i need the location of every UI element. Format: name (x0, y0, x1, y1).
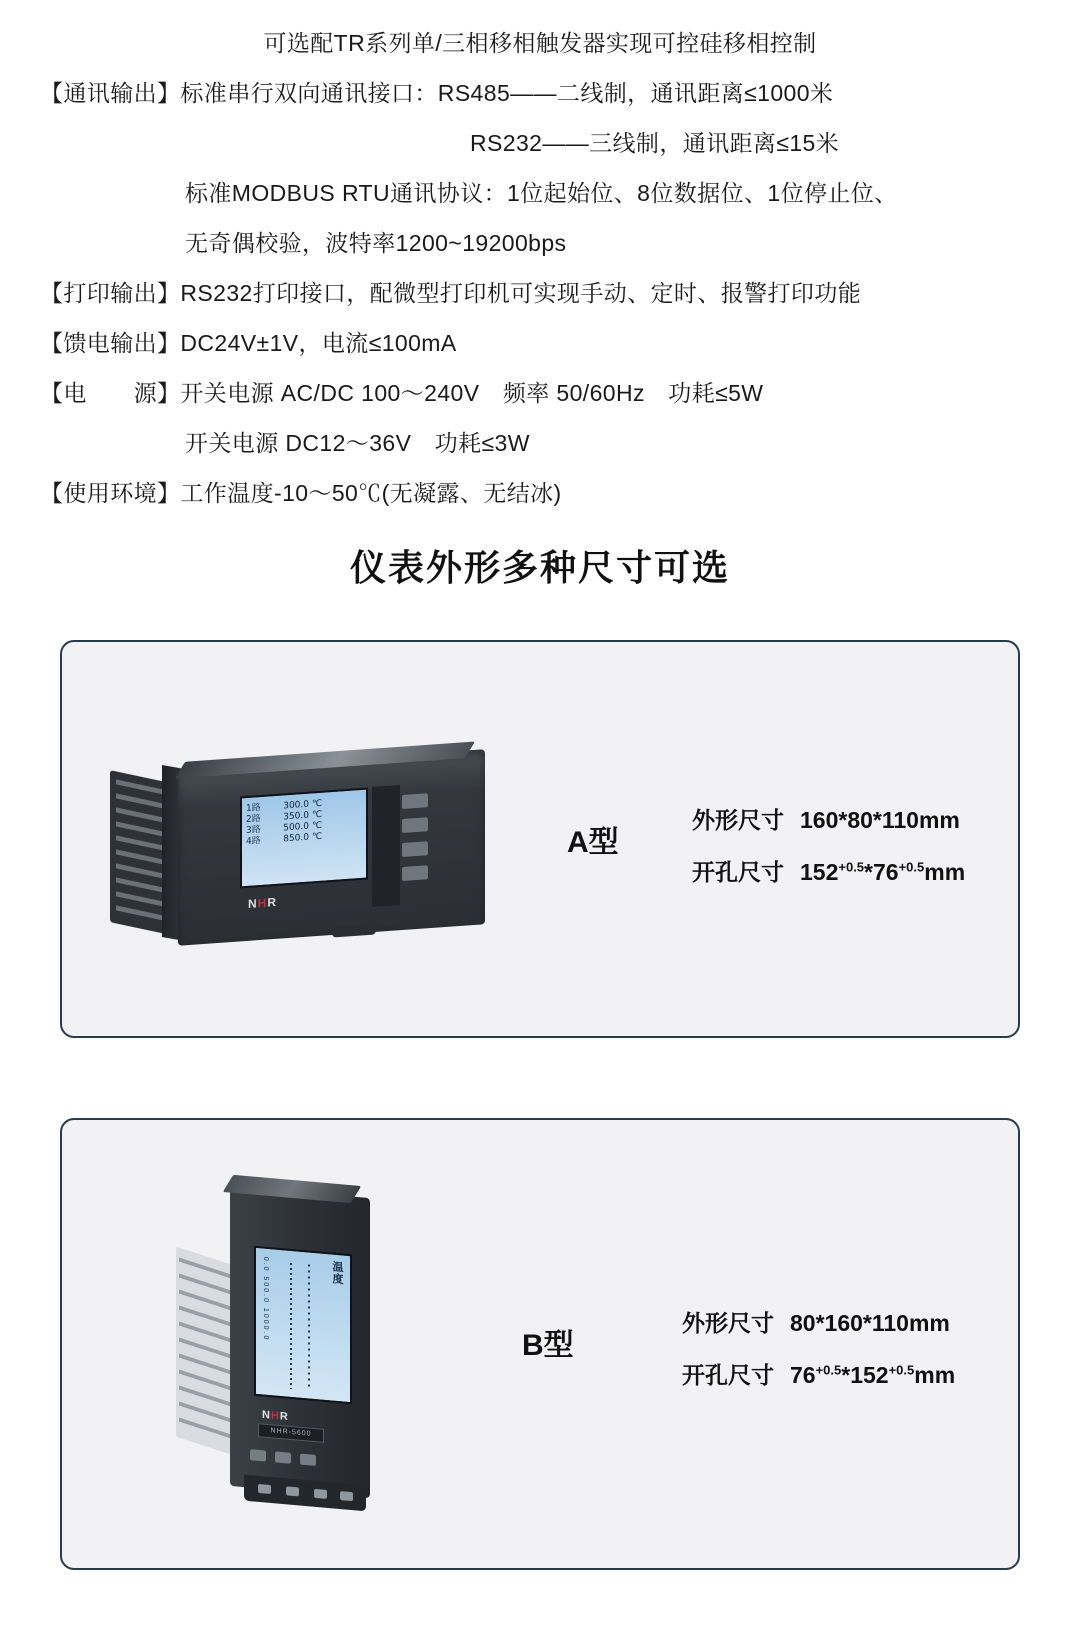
display-channel: 1路 (246, 803, 261, 815)
brand-letter-h: H (257, 895, 268, 911)
display-value: 350.0 (283, 810, 309, 823)
device-a-button-column (402, 793, 432, 903)
device-illustration-b (158, 1178, 458, 1518)
device-b-brand-logo (262, 1409, 289, 1423)
specification-block (0, 0, 1080, 518)
model-type-label-b: B型 (522, 1329, 574, 1362)
dimension-separator-a: * (864, 859, 873, 885)
spec-text-environment: 工作温度-10～50℃(无凝露、无结冰) (180, 480, 562, 506)
dimension-key-outline-b: 外形尺寸 (682, 1310, 774, 1336)
dimension-unit-b: mm (914, 1362, 956, 1388)
device-a-button (402, 841, 428, 857)
device-a-brand-logo (248, 895, 277, 911)
dimension-value-outline-b: 80*160*110mm (790, 1310, 950, 1336)
spec-line-feed (40, 318, 1040, 368)
model-dimension-line-a-1 (692, 802, 960, 835)
device-a-button (402, 817, 428, 833)
device-b-button (275, 1451, 291, 1463)
device-b-display-trace-1 (290, 1263, 292, 1389)
dimension-cutout-b-second: 152 (850, 1362, 889, 1388)
spec-label-print: 【打印输出】 (40, 280, 181, 306)
dimension-unit-a: mm (924, 859, 966, 885)
spec-line-modbus-2 (40, 218, 1040, 268)
spec-label-environment: 【使用环境】 (40, 480, 181, 506)
brand-letter-n: N (248, 896, 258, 912)
display-unit: ℃ (312, 809, 323, 821)
dimension-separator-b: * (841, 1362, 851, 1388)
model-dimension-line-a-2 (692, 854, 965, 887)
device-a-display (240, 788, 368, 889)
spec-text-feed: DC24V±1V，电流≤100mA (180, 330, 457, 356)
spec-text-modbus-2: 无奇偶校验，波特率1200~19200bps (185, 230, 567, 256)
device-b-base-key (314, 1489, 327, 1499)
spec-line-comm-1 (40, 68, 1040, 118)
model-dimension-line-b-2 (682, 1357, 955, 1390)
spec-text-power-1: 开关电源 AC/DC 100～240V 频率 50/60Hz 功耗≤5W (180, 380, 764, 406)
dimension-value-outline-a: 160*80*110mm (800, 807, 960, 833)
device-b-display-title: 温度 (331, 1260, 343, 1286)
device-b-terminal-rail (176, 1247, 234, 1456)
display-unit: ℃ (312, 820, 323, 832)
device-a-button (402, 865, 428, 881)
spec-label-comm: 【通讯输出】 (40, 80, 181, 106)
device-b-button (250, 1449, 266, 1461)
spec-line-comm-2 (40, 118, 1040, 168)
device-a-dark-panel (372, 785, 400, 907)
display-unit: ℃ (312, 831, 323, 843)
device-b-model-tag: NHR-5600 (258, 1423, 324, 1443)
dimension-key-cutout-a: 开孔尺寸 (692, 859, 784, 885)
spec-line-modbus-1 (40, 168, 1040, 218)
brand-letter-h: H (270, 1409, 280, 1423)
device-b-base-key (258, 1484, 271, 1494)
dimension-tolerance-a-first: +0.5 (838, 859, 865, 875)
spec-text-modbus-1: 标准MODBUS RTU通讯协议：1位起始位、8位数据位、1位停止位、 (185, 180, 898, 206)
display-value: 500.0 (283, 821, 309, 834)
device-a-button (402, 793, 428, 809)
display-value: 850.0 (283, 832, 309, 845)
device-b-display-axis: 0.0 500.0 1000.0 (262, 1256, 269, 1342)
model-dimension-line-b-1 (682, 1305, 950, 1338)
dimension-cutout-b-first: 76 (790, 1362, 816, 1388)
brand-letter-r: R (279, 1410, 289, 1424)
display-unit: ℃ (312, 798, 323, 810)
spec-line-environment (40, 468, 1040, 518)
device-b-button (300, 1454, 316, 1466)
device-b-display-trace-2 (308, 1264, 310, 1390)
section-title: 仪表外形多种尺寸可选 (349, 547, 730, 588)
spec-label-power: 【电 源】 (40, 380, 181, 406)
display-channel: 3路 (246, 825, 261, 837)
spec-text-comm-1: 标准串行双向通讯接口：RS485——二线制，通讯距离≤1000米 (180, 80, 834, 106)
display-channel: 4路 (246, 836, 261, 848)
dimension-cutout-a-second: 76 (873, 859, 899, 885)
model-card-a (60, 640, 1020, 1038)
spec-text-power-2: 开关电源 DC12～36V 功耗≤3W (185, 430, 530, 456)
dimension-key-outline-a: 外形尺寸 (692, 807, 784, 833)
brand-letter-n: N (262, 1408, 271, 1422)
spec-line-power-2 (40, 418, 1040, 468)
model-type-label-a: A型 (567, 826, 619, 859)
dimension-tolerance-b-second: +0.5 (888, 1362, 915, 1378)
dimension-tolerance-b-first: +0.5 (815, 1362, 842, 1378)
device-b-base-key (340, 1491, 353, 1501)
device-a-foot (332, 924, 376, 937)
brand-letter-r: R (267, 894, 278, 910)
spec-line-power-1 (40, 368, 1040, 418)
spec-intro-line: 可选配TR系列单/三相移相触发器实现可控硅移相控制 (263, 30, 817, 56)
spec-label-feed: 【馈电输出】 (40, 330, 181, 356)
device-illustration-a (110, 750, 485, 940)
device-b-display (254, 1246, 352, 1405)
device-b-base-key (286, 1486, 299, 1496)
dimension-cutout-a-first: 152 (800, 859, 839, 885)
spec-line-print (40, 268, 1040, 318)
spec-text-print: RS232打印接口，配微型打印机可实现手动、定时、报警打印功能 (180, 280, 862, 306)
spec-text-comm-2: RS232——三线制，通讯距离≤15米 (470, 130, 840, 156)
dimension-tolerance-a-second: +0.5 (898, 859, 925, 875)
dimension-key-cutout-b: 开孔尺寸 (682, 1362, 774, 1388)
model-card-b (60, 1118, 1020, 1570)
display-channel: 2路 (246, 814, 261, 826)
display-value: 300.0 (283, 799, 309, 812)
